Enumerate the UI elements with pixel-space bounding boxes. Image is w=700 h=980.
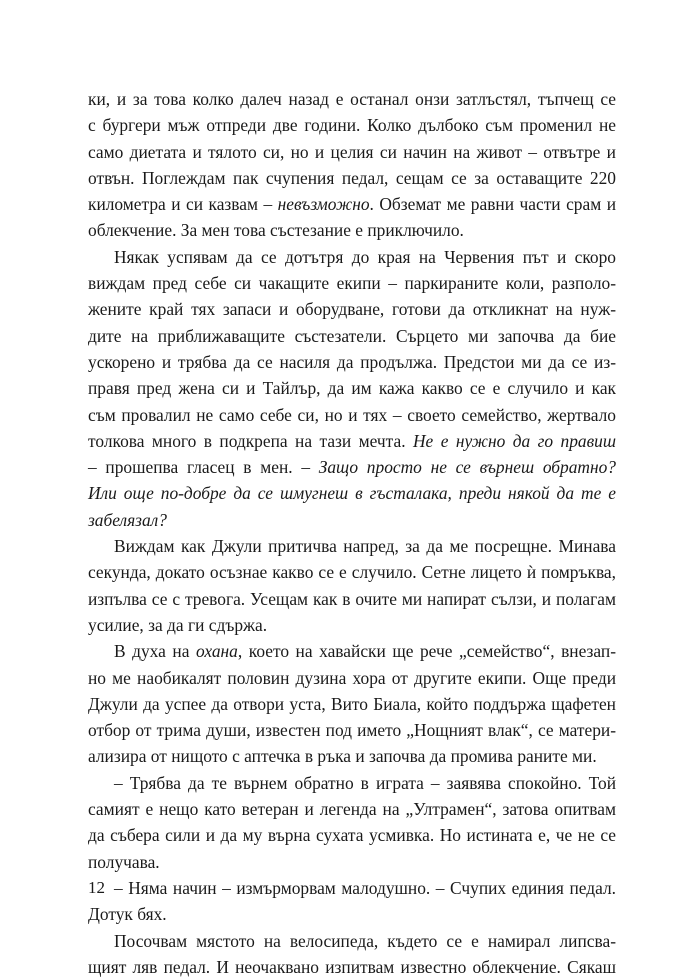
page-body	[88, 86, 616, 980]
italic-span: Защо просто не се върнеш обратно?	[318, 457, 616, 478]
text-span: В духа на	[114, 641, 196, 662]
text-line: Посочвам мястото на велосипеда, където се е намирал липсва-	[114, 930, 616, 951]
text-line: Дотук бях.	[88, 904, 167, 925]
text-line: облекчение. За мен това състезание е приключило.	[88, 220, 464, 241]
text-line: отвън. Поглеждам пак счупения педал, сещам се за оставащите 220	[88, 167, 616, 188]
text-line	[88, 454, 616, 480]
text-line: изпълва се с тревога. Усещам как в очите ми напират сълзи, и полагам	[88, 588, 616, 609]
text-line: съм провалил не само себе си, но и тях – своето семейство, жертвало	[88, 404, 616, 425]
text-line: самият е нещо като ветеран и легенда на „Ултрамен“, затова опитвам	[88, 799, 616, 820]
text-line: – Няма начин – измърморвам малодушно. – Счупих единия педал.	[114, 877, 616, 898]
text-span: километра и си казвам –	[88, 194, 278, 215]
italic-span: забелязал?	[88, 509, 167, 530]
text-line: само диетата и тялото си, но и целия си начин на живот – отвътре и	[88, 141, 616, 162]
text-line: щият ляв педал. И неочаквано изпитвам известно облекчение. Сякаш	[88, 956, 616, 977]
text-line	[88, 480, 616, 506]
text-line: жените край тях запаси и оборудване, готови да откликнат на нуж-	[88, 299, 616, 320]
text-line: отбор от трима души, известен под името „Нощният влак“, се матери-	[88, 720, 616, 741]
text-line: Някак успявам да се дотътря до края на Червения път и скоро	[114, 246, 616, 267]
text-line	[88, 191, 616, 217]
page-number: 12	[88, 878, 105, 897]
text-line: ускорено и трябва да се насиля да продължа. Предстои ми да се из-	[88, 351, 616, 372]
text-line: дите на приближаващите състезатели. Сърцето ми започва да бие	[88, 325, 616, 346]
text-span: толкова много в подкрепа на тази мечта.	[88, 430, 413, 451]
italic-span: Не е нужно да го правиш	[413, 430, 616, 451]
text-span: . Обземат ме равни части срам и	[369, 194, 616, 215]
text-line: ки, и за това колко далеч назад е останал онзи затлъстял, тъпчещ се	[88, 89, 616, 109]
italic-span: Или още по-добре да се шмугнеш в гъсталака, преди някой да те е	[88, 483, 616, 504]
text-line	[88, 428, 616, 454]
text-line: усилие, за да ги сдържа.	[88, 614, 268, 635]
italic-span: охана	[196, 641, 238, 662]
text-line: да събера сили и да му върна сухата усмивка. Но истината е, че не се	[88, 825, 616, 846]
text-line: получава.	[88, 851, 160, 872]
text-line: но ме наобикалят половин дузина хора от другите екипи. Още преди	[88, 667, 616, 688]
text-line: ализира от нищото с аптечка в ръка и започва да промива раните ми.	[88, 746, 597, 767]
text-line: – Трябва да те върнем обратно в играта – заявява спокойно. Той	[114, 772, 616, 793]
text-line: секунда, докато осъзнае какво се е случило. Сетне лицето ѝ помръква,	[88, 562, 616, 583]
text-line: с бургери мъж отпреди две години. Колко дълбоко съм променил не	[88, 115, 616, 136]
text-span: – прошепва гласец в мен. –	[88, 457, 319, 478]
text-line	[88, 638, 616, 664]
text-line: Джули да успее да отвори уста, Вито Биала, който поддържа щафетен	[88, 693, 616, 714]
text-line: виждам пред себе си чакащите екипи – паркираните коли, разполо-	[88, 273, 616, 294]
text-line	[88, 507, 616, 533]
italic-span: невъзможно	[277, 194, 370, 215]
text-span: , което на хавайски ще рече „семейство“, внезап-	[237, 641, 617, 662]
text-line: Виждам как Джули притичва напред, за да ме посрещне. Минава	[114, 536, 616, 557]
text-line: правя пред жена си и Тайлър, да им кажа какво се е случило и как	[88, 378, 616, 399]
